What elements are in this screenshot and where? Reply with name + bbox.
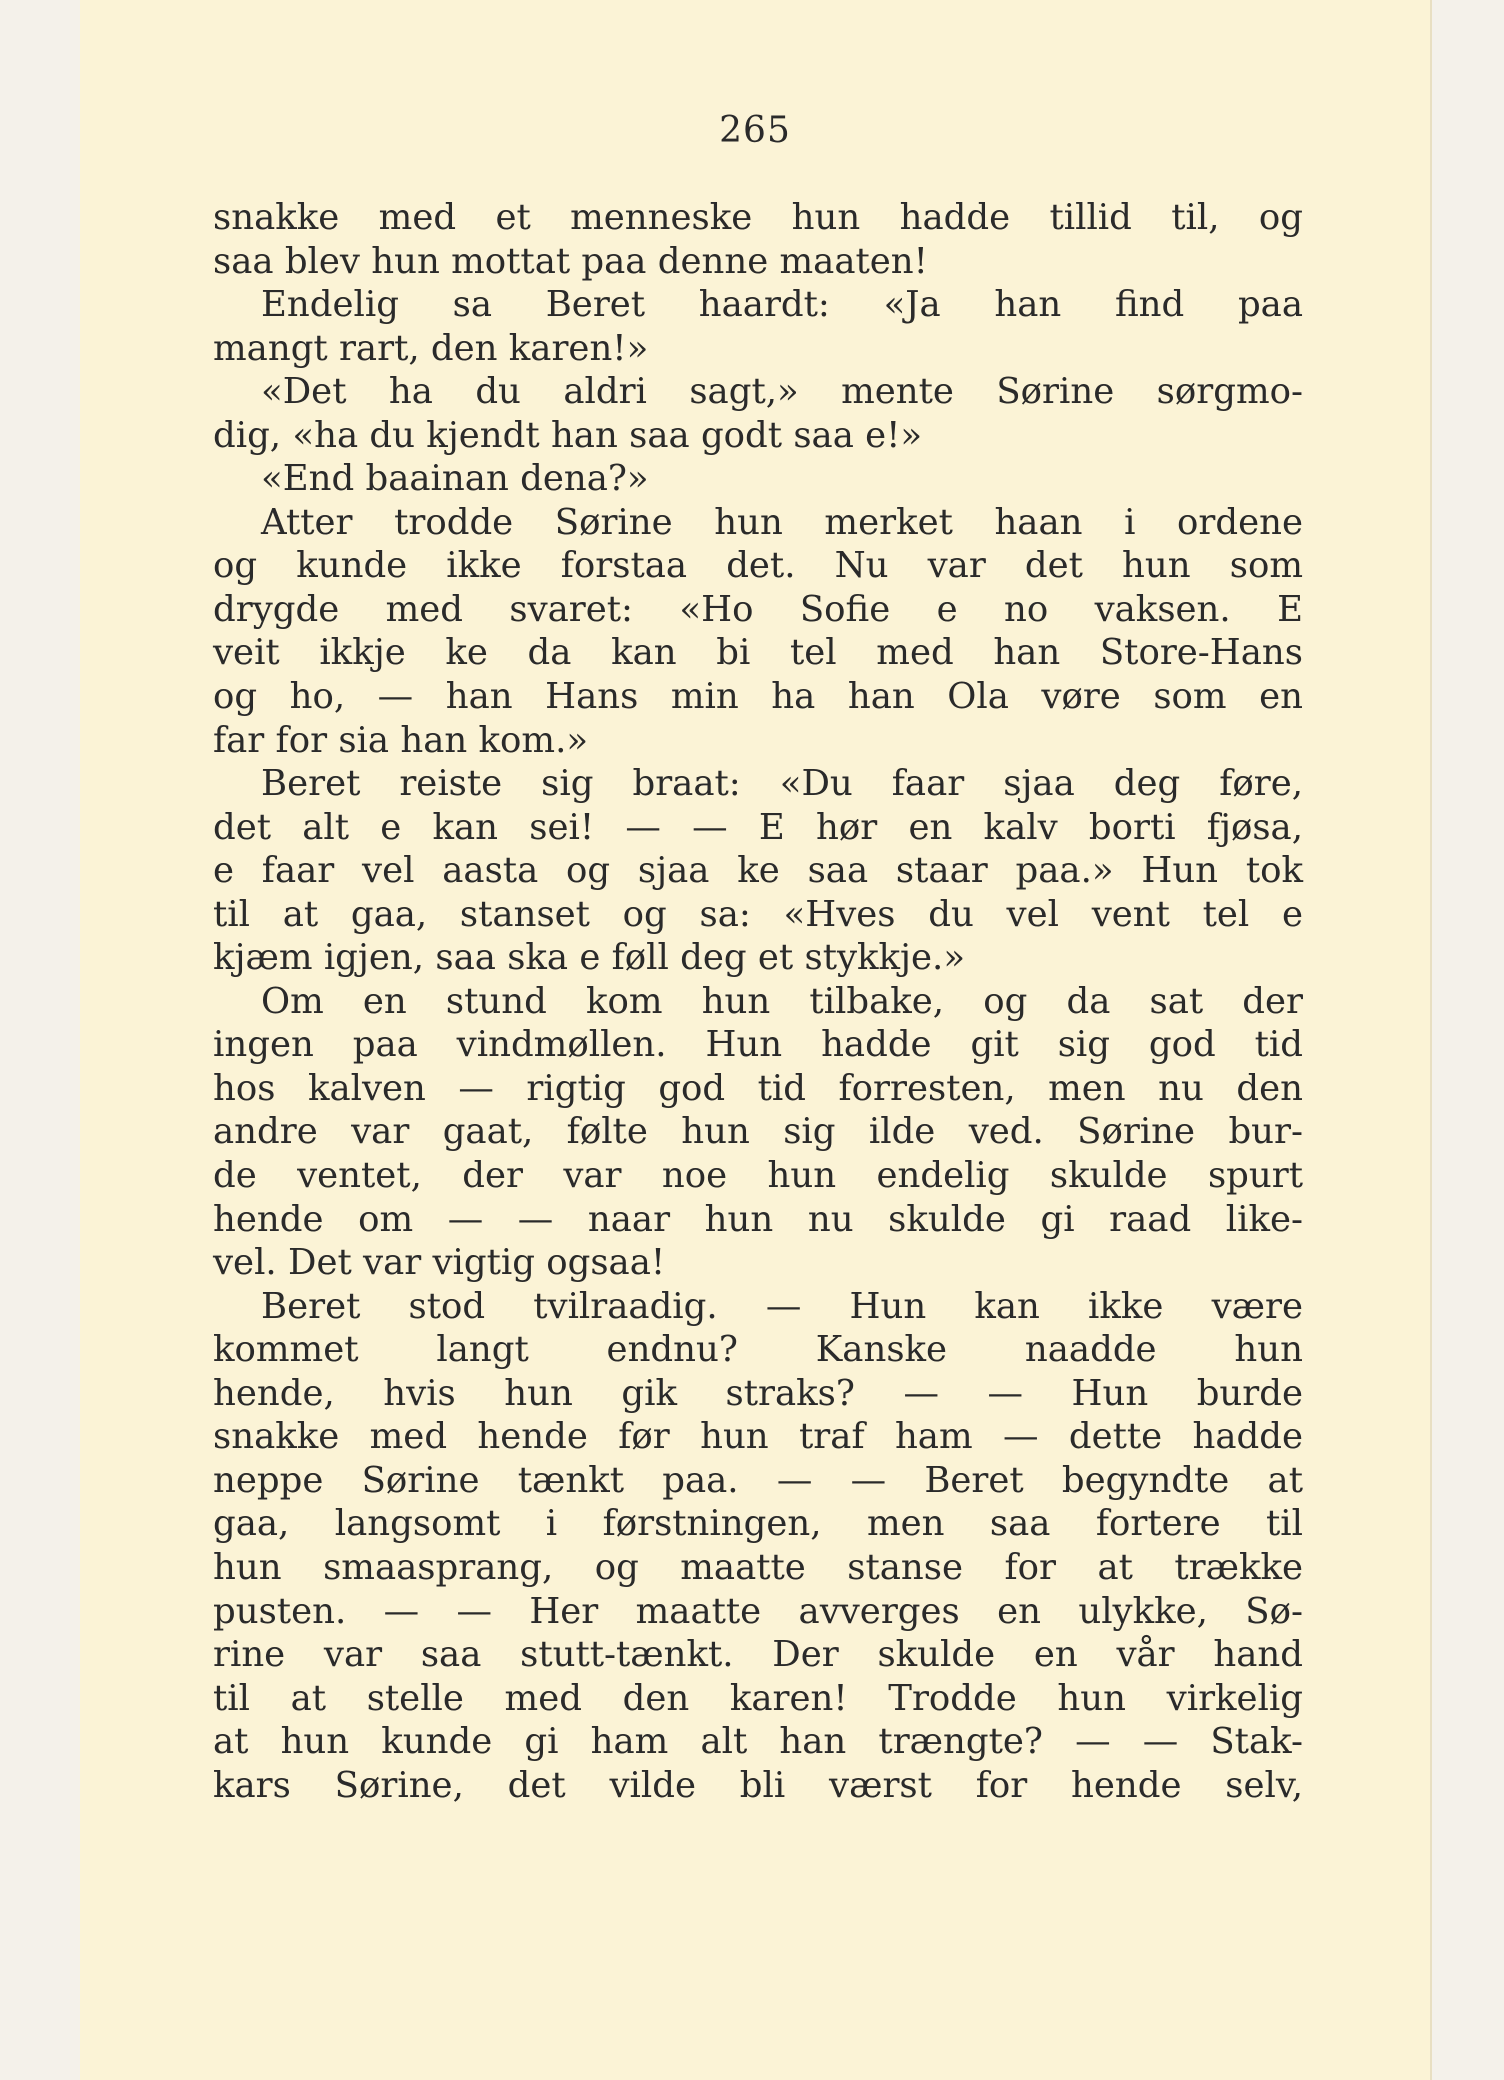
text-line: gaa, langsomt i førstningen, men saa fortere til: [213, 1503, 1303, 1545]
text-line: og ho, — han Hans min ha han Ola vøre som en: [213, 676, 1303, 718]
text-line: saa blev hun mottat paa denne maaten!: [213, 240, 928, 282]
text-line: snakke med hende før hun traf ham — dette hadde: [213, 1416, 1303, 1458]
text-line: «Det ha du aldri sagt,» mente Sørine sørgmo-: [261, 371, 1303, 413]
text-line: pusten. — — Her maatte avverges en ulykke, Sø-: [213, 1590, 1303, 1632]
text-line: kommet langt endnu? Kanske naadde hun: [213, 1329, 1303, 1371]
text-line: Beret reiste sig braat: «Du faar sjaa deg føre,: [261, 763, 1303, 805]
text-line: e faar vel aasta og sjaa ke saa staar paa.» Hun tok: [213, 850, 1303, 892]
text-line: «End baainan dena?»: [261, 458, 649, 500]
text-line: andre var gaat, følte hun sig ilde ved. Sørine bur-: [213, 1111, 1303, 1153]
text-line: kjæm igjen, saa ska e føll deg et stykkje.»: [213, 937, 966, 979]
book-page: [80, 0, 1430, 2080]
text-line: rine var saa stutt-tænkt. Der skulde en vår hand: [213, 1634, 1303, 1676]
text-line: mangt rart, den karen!»: [213, 327, 649, 369]
text-line: hos kalven — rigtig god tid forresten, men nu den: [213, 1067, 1303, 1109]
body-text: [213, 196, 1303, 1807]
text-line: de ventet, der var noe hun endelig skulde spurt: [213, 1155, 1303, 1197]
text-line: det alt e kan sei! — — E hør en kalv borti fjøsa,: [213, 806, 1303, 848]
text-line: til at gaa, stanset og sa: «Hves du vel vent tel e: [213, 893, 1303, 935]
text-line: drygde med svaret: «Ho Sofie e no vaksen. E: [213, 588, 1303, 630]
page-number: 265: [719, 110, 791, 151]
text-line: hun smaasprang, og maatte stanse for at trække: [213, 1546, 1303, 1588]
text-line: snakke med et menneske hun hadde tillid til, og: [213, 197, 1303, 238]
text-line: hende, hvis hun gik straks? — — Hun burde: [213, 1372, 1303, 1414]
text-line: Endelig sa Beret haardt: «Ja han find paa: [261, 284, 1303, 326]
text-line: veit ikkje ke da kan bi tel med han Store-Hans: [213, 632, 1303, 674]
text-line: vel. Det var vigtig ogsaa!: [213, 1242, 666, 1284]
text-line: neppe Sørine tænkt paa. — — Beret begyndte at: [213, 1459, 1303, 1501]
text-line: kars Sørine, det vilde bli værst for hende selv,: [213, 1764, 1303, 1806]
text-line: Beret stod tvilraadig. — Hun kan ikke være: [261, 1285, 1303, 1327]
text-line: hende om — — naar hun nu skulde gi raad like-: [213, 1198, 1303, 1240]
text-line: Atter trodde Sørine hun merket haan i ordene: [261, 501, 1303, 543]
text-line: far for sia han kom.»: [213, 719, 589, 761]
text-line: at hun kunde gi ham alt han trængte? — — Stak-: [213, 1721, 1303, 1763]
text-line: til at stelle med den karen! Trodde hun virkelig: [213, 1677, 1303, 1719]
text-line: og kunde ikke forstaa det. Nu var det hun som: [213, 545, 1303, 587]
text-line: Om en stund kom hun tilbake, og da sat der: [261, 980, 1303, 1022]
text-line: ingen paa vindmøllen. Hun hadde git sig god tid: [213, 1024, 1303, 1066]
text-line: dig, «ha du kjendt han saa godt saa e!»: [213, 414, 923, 456]
